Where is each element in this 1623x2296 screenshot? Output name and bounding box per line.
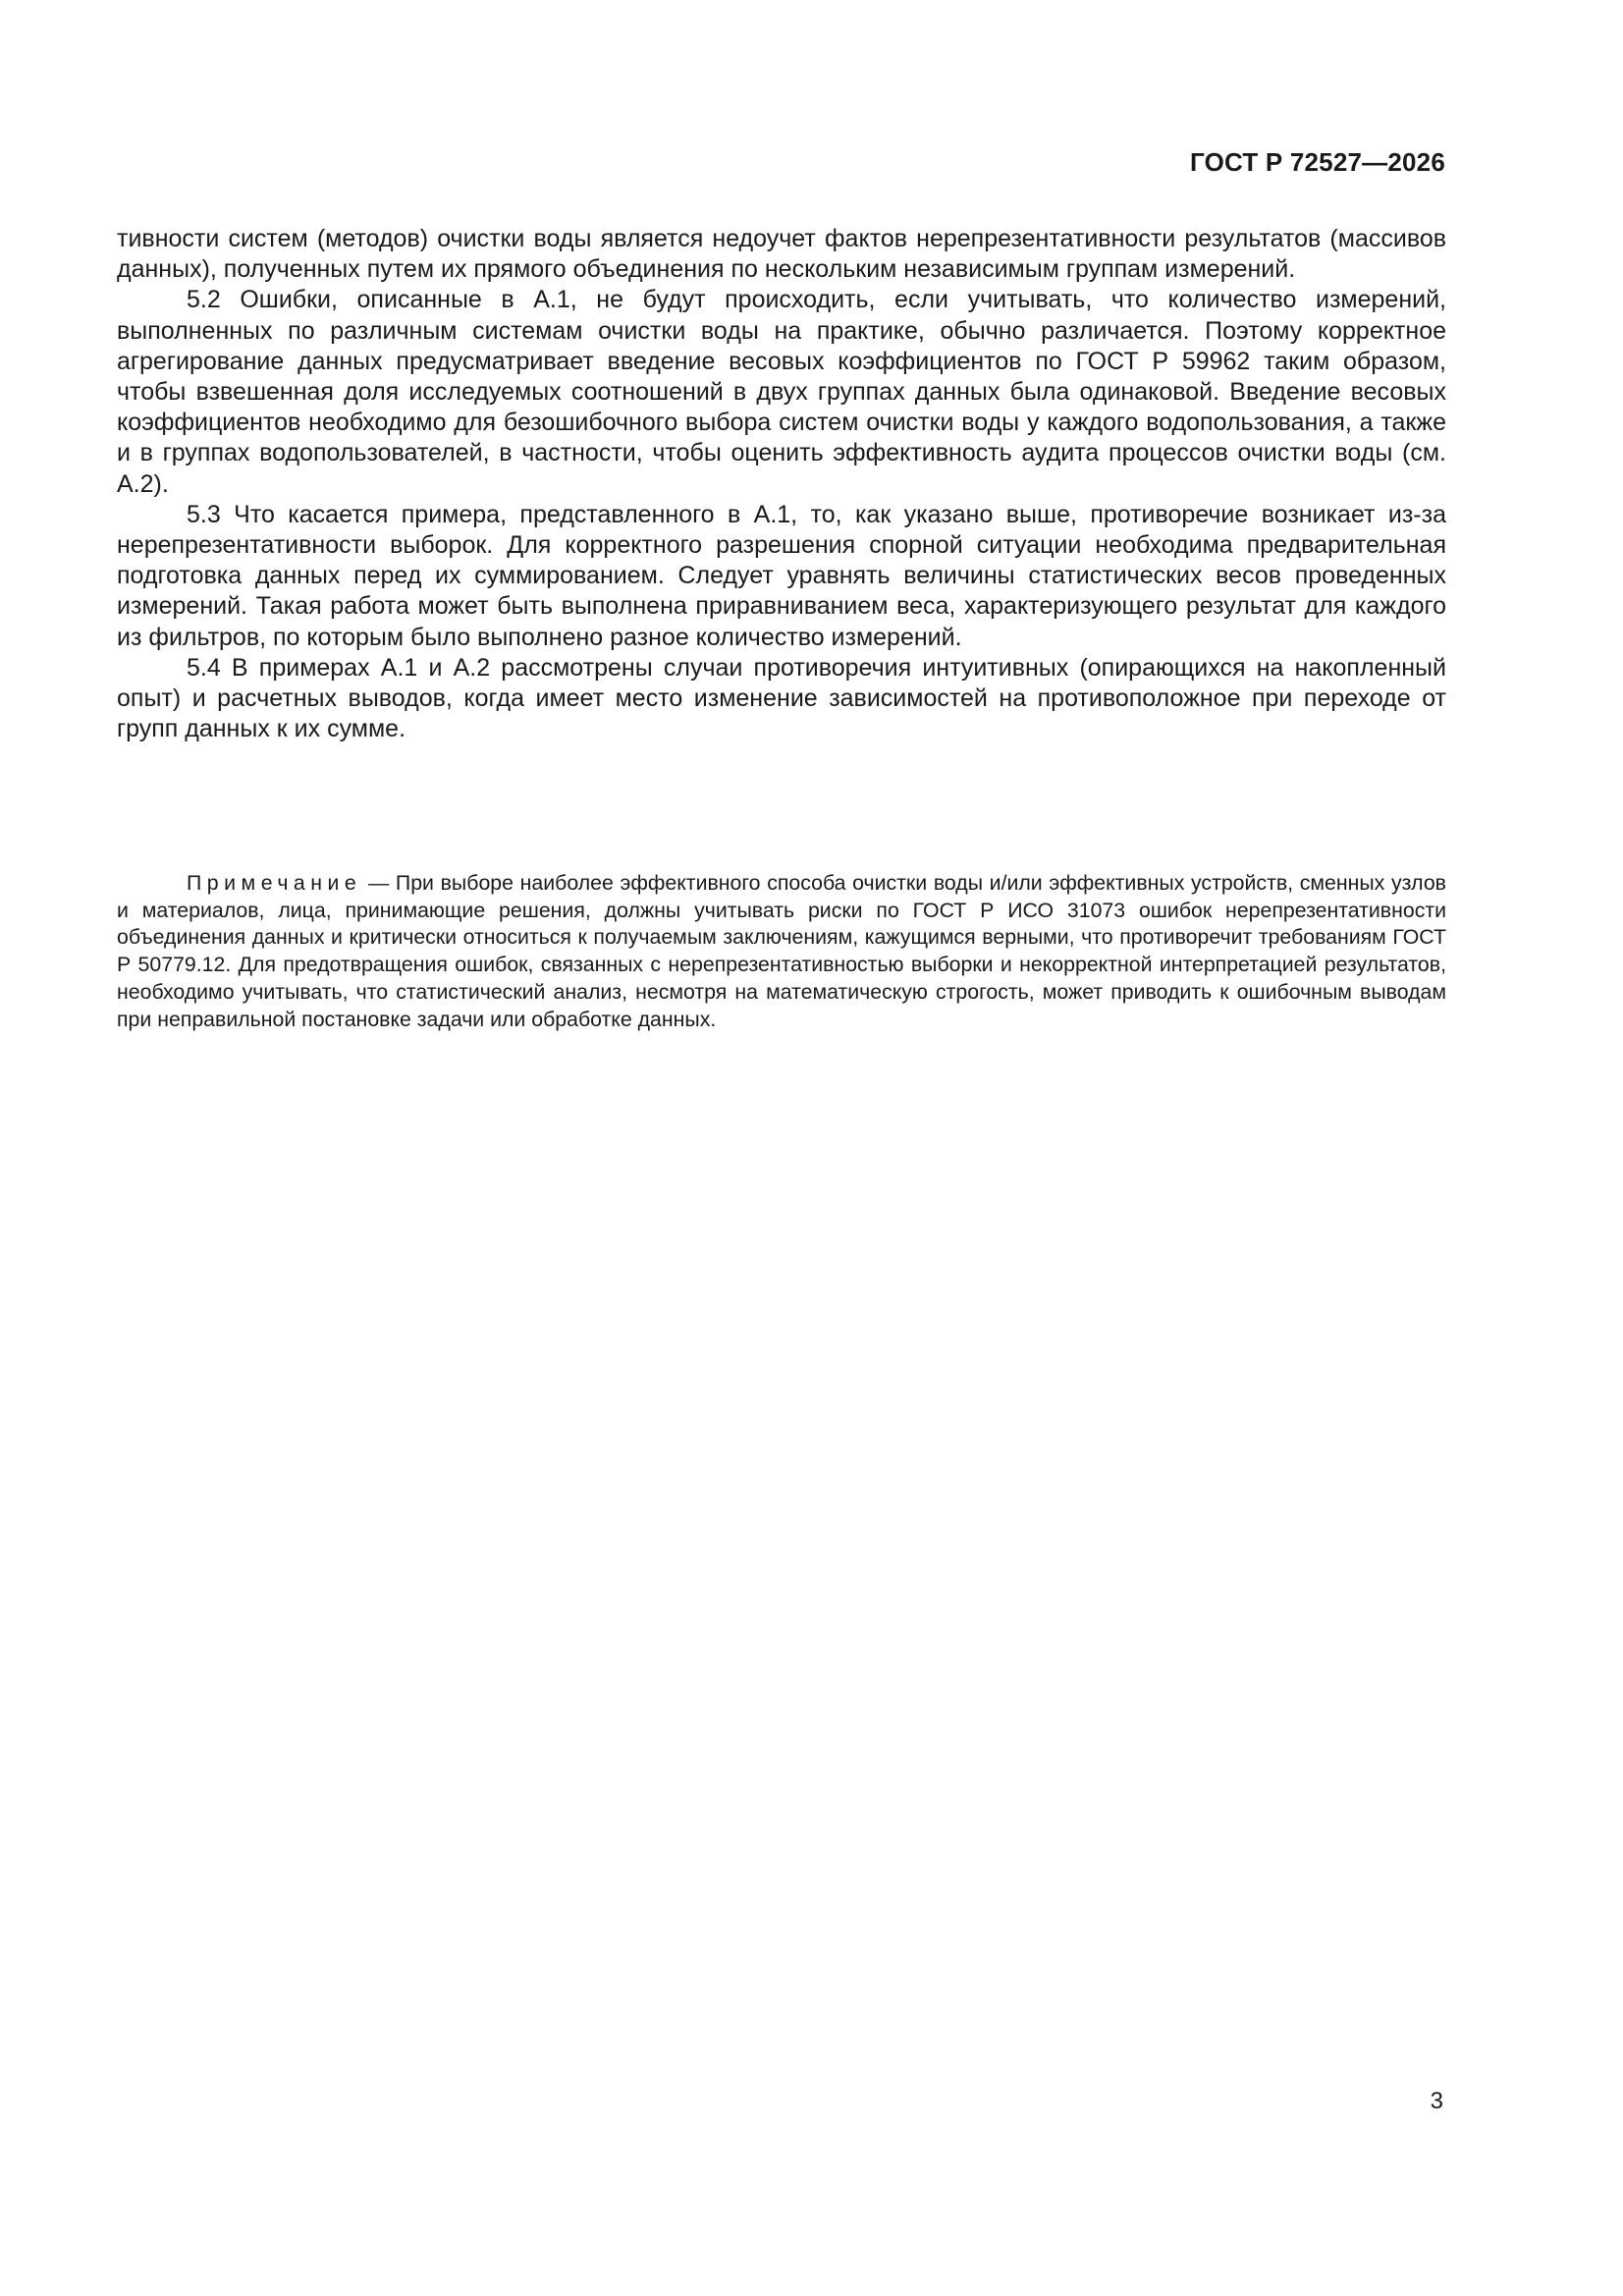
note-block	[117, 870, 1446, 1033]
note-label: Примечание	[187, 871, 362, 895]
paragraph-5-3: 5.3 Что касается примера, представленного в А.1, то, как указано выше, противоречие возникает из-за нерепрезентативности выборок. Для корректного разрешения спорной ситуации необходима предварительная подготовка данных перед их суммированием. Следует уравнять величины статистических весов проведенных измерений. Такая работа может быть выполнена приравниванием веса, характеризующего результат для каждого из фильтров, по которым было выполнено разное количество измерений.	[117, 500, 1446, 651]
paragraph-5-2: 5.2 Ошибки, описанные в А.1, не будут происходить, если учитывать, что количество измерений, выполненных по различным системам очистки воды на практике, обычно различается. Поэтому корректное агрегирование данных предусматривает введение весовых коэффициентов по ГОСТ Р 59962 таким образом, чтобы взвешенная доля исследуемых соотношений в двух группах данных была одинаковой. Введение весовых коэффициентов необходимо для безошибочного выбора систем очистки воды у каждого водопользования, а также и в группах водопользователей, в частности, чтобы оценить эффективность аудита процессов очистки воды (см. А.2).	[117, 286, 1446, 498]
paragraph-continuation: тивности систем (методов) очистки воды является недоучет фактов нерепрезентативности результатов (массивов данных), полученных путем их прямого объединения по нескольким независимым группам измерений.	[117, 225, 1446, 284]
paragraph-5-4: 5.4 В примерах А.1 и А.2 рассмотрены случаи противоречия интуитивных (опирающихся на накопленный опыт) и расчетных выводов, когда имеет место изменение зависимостей на противоположное при переходе от групп данных к их сумме.	[117, 653, 1446, 743]
note-text: — При выборе наиболее эффективного способа очистки воды и/или эффективных устройств, сменных узлов и материалов, лица, принимающие решения, должны учитывать риски по ГОСТ Р ИСО 31073 ошибок нерепрезентативности объединения данных и критически относиться к получаемым заключениям, кажущимся верными, что противоречит требованиям ГОСТ Р 50779.12. Для предотвращения ошибок, связанных с нерепрезентативностью выборки и некорректной интерпретацией результатов, необходимо учитывать, что статистический анализ, несмотря на математическую строгость, может приводить к ошибочным выводам при неправильной постановке задачи или обработке данных.	[117, 871, 1446, 1031]
page-number: 3	[1430, 2088, 1443, 2114]
document-body	[117, 224, 1446, 744]
document-code-header: ГОСТ Р 72527—2026	[1190, 147, 1445, 177]
